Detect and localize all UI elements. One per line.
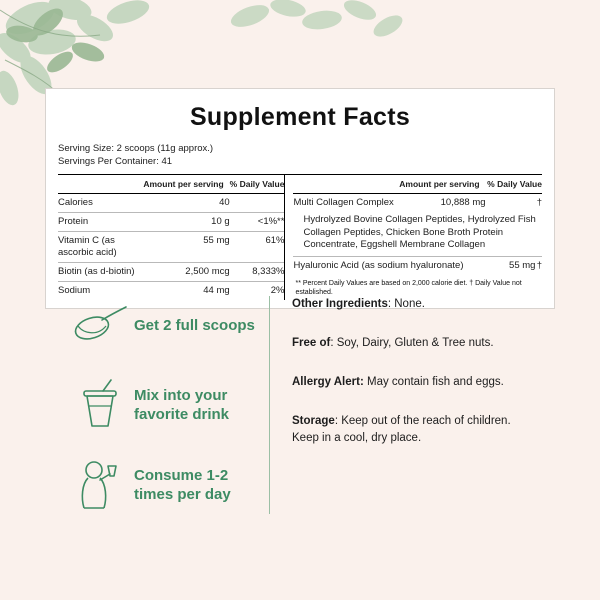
page-title: Supplement Facts	[189, 103, 411, 131]
collagen-sub-ingredients: Hydrolyzed Bovine Collagen Peptides, Hydrolyzed Fish Collagen Peptides, Chicken Bone Broth Protein Concentrate, Eggshell Membrane Collagen	[293, 212, 542, 257]
nutrient-dv	[230, 194, 285, 213]
info-text: Soy, Dairy, Gluten & Tree nuts.	[336, 337, 494, 349]
nutrition-right-column	[285, 175, 542, 300]
servings-per-container: Servings Per Container: 41	[58, 156, 173, 167]
info-text: Keep out of the reach of children. Keep in a cool, dry place.	[292, 415, 511, 444]
table-row	[293, 257, 542, 275]
nutrient-amount: 55 mg	[509, 259, 536, 271]
info-heading: Allergy Alert:	[292, 376, 364, 388]
usage-step	[70, 296, 257, 354]
header-amount-per-serving: Amount per serving	[397, 175, 486, 194]
nutrient-dv: 2%	[270, 285, 285, 296]
nutrient-amount: 44 mg	[203, 285, 230, 296]
info-heading: Other Ingredients	[292, 298, 388, 310]
footnote: ** Percent Daily Values are based on 2,000 calorie diet. † Daily Value not established.	[295, 279, 522, 296]
supplement-facts-panel	[45, 88, 555, 309]
nutrient-name: Vitamin C (as ascorbic acid)	[58, 232, 143, 263]
info-free-of	[292, 335, 540, 352]
nutrient-name: Sodium	[58, 285, 91, 296]
info-separator: :	[334, 415, 342, 427]
nutrient-amount: 10,888 mg	[440, 197, 486, 208]
header-daily-value: % Daily Value	[230, 175, 285, 194]
usage-step	[70, 456, 257, 514]
nutrition-left-column	[58, 175, 285, 300]
table-row	[58, 213, 284, 232]
info-text: May contain fish and eggs.	[367, 376, 504, 388]
usage-step-label: Consume 1-2 times per day	[134, 467, 231, 503]
nutrient-name: Biotin (as d-biotin)	[58, 263, 143, 282]
info-text: None.	[394, 298, 425, 310]
drink-cup-icon	[70, 376, 130, 434]
usage-step-label: Mix into your favorite drink	[134, 387, 230, 423]
nutrient-name: Multi Collagen Complex	[293, 197, 394, 208]
product-info-list	[270, 296, 540, 514]
scoop-icon	[70, 296, 130, 354]
table-row	[58, 232, 284, 263]
nutrient-amount: 55 mg	[143, 232, 229, 263]
table-row	[58, 263, 284, 282]
nutrient-dv: 61%	[230, 232, 285, 263]
serving-size: Serving Size: 2 scoops (11g approx.)	[58, 143, 214, 154]
info-heading: Storage	[292, 415, 335, 427]
table-header-row	[58, 175, 284, 194]
nutrient-dv: 8,333%	[230, 263, 285, 282]
nutrient-name: Protein	[58, 213, 143, 232]
usage-steps	[70, 296, 270, 514]
info-separator: :	[387, 298, 395, 310]
header-amount-per-serving: Amount per serving	[143, 175, 229, 194]
nutrition-table-right-2	[293, 257, 542, 275]
nutrient-name: Calories	[58, 194, 143, 213]
usage-step-label: Get 2 full scoops	[134, 316, 255, 334]
info-allergy-alert	[292, 374, 540, 391]
usage-and-info-section	[70, 296, 540, 514]
table-row	[293, 194, 542, 213]
table-row	[58, 194, 284, 213]
nutrient-dv: †	[536, 197, 542, 208]
person-drinking-icon	[70, 456, 130, 514]
nutrition-table-left	[58, 175, 284, 300]
header-blank	[58, 175, 143, 194]
info-separator: :	[330, 337, 337, 349]
usage-step	[70, 376, 257, 434]
table-header-row	[293, 175, 542, 194]
nutrient-amount: 2,500 mcg	[143, 263, 229, 282]
info-other-ingredients	[292, 296, 540, 313]
nutrient-amount: 10 g	[143, 213, 229, 232]
info-storage	[292, 413, 540, 447]
nutrient-dv: †	[536, 259, 542, 271]
info-heading: Free of	[292, 337, 331, 349]
header-blank	[293, 175, 396, 194]
nutrition-columns	[58, 174, 542, 300]
nutrition-table-right	[293, 175, 542, 212]
nutrient-amount: 40	[143, 194, 229, 213]
leaf-decoration-right	[230, 0, 410, 60]
header-daily-value: % Daily Value	[486, 175, 542, 194]
nutrient-dv: <1%**	[230, 213, 285, 232]
nutrient-name: Hyaluronic Acid (as sodium hyaluronate)	[293, 259, 464, 271]
